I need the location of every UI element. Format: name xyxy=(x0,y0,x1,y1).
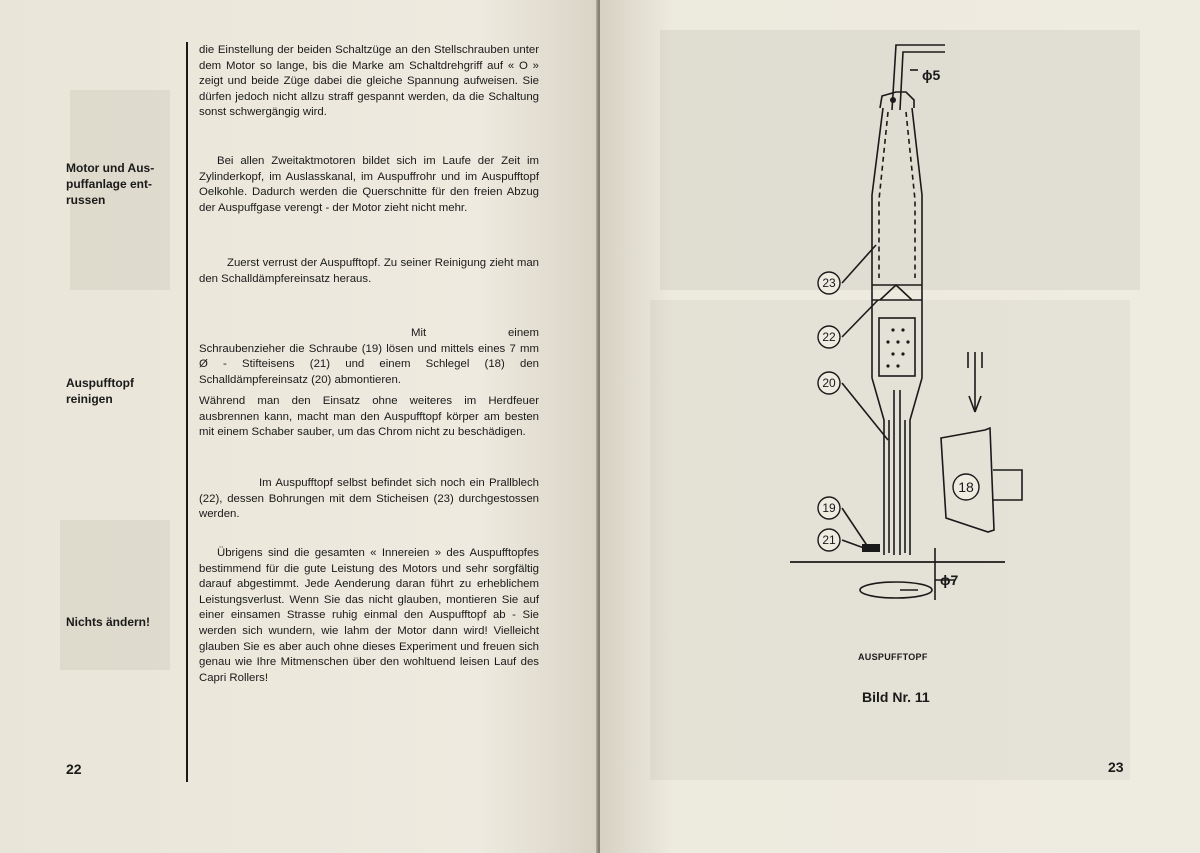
muffler-body-left xyxy=(872,108,883,280)
paragraph-einsatz-ausbrennen: Während man den Einsatz ohne weiteres im Herdfeuer ausbrennen kann, macht man den Auspufftopf körper am besten mit einem Schaber sauber, um das Chrom nicht zu beschädigen. xyxy=(199,395,539,439)
paragraph-zweitaktmotoren: Bei allen Zweitaktmotoren bildet sich im Laufe der Zeit im Zylinderkopf, im Auslasskanal, im Auspuffrohr und im Auspufftopf Oelkohle. Dadurch werden die Querschnitte für den freien Abzug der Auspuffgase verengt - der Motor zieht nicht mehr. xyxy=(199,155,539,214)
right-page xyxy=(600,0,1200,853)
callout-label: 22 xyxy=(822,330,836,344)
dimension-label-bottom: ϕ7 xyxy=(940,572,959,588)
paragraph-zuerst-verrust: Zuerst verrust der Auspufftopf. Zu seiner Reinigung zieht man den Schalldämpfereinsatz heraus. xyxy=(199,257,539,285)
margin-label-motor-entrussen: Motor und Aus- puffanlage ent- russen xyxy=(66,161,155,207)
page-number-left: 22 xyxy=(66,761,82,777)
paragraph-schraubenzieher: Mit einem Schraubenzieher die Schraube (19) lösen und mittels eines 7 mm Ø - Stifteisens (21) und einem Schlegel (18) den Schalldämpfereinsatz (20) abmontieren. xyxy=(199,327,539,386)
callout-label: 23 xyxy=(822,276,836,290)
margin-rule xyxy=(186,42,188,782)
paragraph-schaltzuege: die Einstellung der beiden Schaltzüge an den Stellschrauben unter dem Motor so lange, bis die Marke am Schaltdrehgriff auf « O » zeigt und beide Züge dabei die gleiche Spannung aufweisen. Sie dürfen jedoch nicht allzu straff gespannt werden, da die Schaltung sonst schwergängig wird. xyxy=(199,44,539,119)
callout-label: 21 xyxy=(822,533,836,547)
muffler-body-right xyxy=(912,108,922,280)
dimension-label-top: ϕ5 xyxy=(922,67,941,83)
left-page xyxy=(0,0,598,853)
rotation-ellipse xyxy=(860,582,932,598)
margin-label-auspufftopf-reinigen: Auspufftopf reinigen xyxy=(66,376,134,406)
figure-caption: AUSPUFFTOPF xyxy=(858,652,928,662)
margin-label-nichts-aendern: Nichts ändern! xyxy=(66,615,151,629)
page-number-right: 23 xyxy=(1108,759,1124,775)
baffle-insert xyxy=(879,318,915,376)
exhaust-diagram xyxy=(600,0,1200,853)
callout-label: 18 xyxy=(958,479,974,495)
callout-label: 19 xyxy=(822,501,836,515)
hammer-handle xyxy=(993,470,1022,500)
paragraph-prallblech: Im Auspufftopf selbst befindet sich noch ein Prallblech (22), dessen Bohrungen mit dem Sticheisen (23) durchgestossen werden. xyxy=(199,477,539,521)
callout-label: 20 xyxy=(822,376,836,390)
figure-title: Bild Nr. 11 xyxy=(862,689,930,705)
paragraph-innereien: Übrigens sind die gesamten « Innereien » des Auspufftopfes bestimmend für die gute Leistung des Motors und sehr sorgfältig darauf abgestimmt. Jede Aenderung daran führt zu erheblichem Leistungsverlust. Wenn Sie das nicht glauben, montieren Sie auf einer einsamen Strasse ruhig einmal den Auspufftopf ab - Sie werden sich wundern, wie lahm der Motor dann wird! Vielleicht glauben Sie es aber auch ohne dieses Experiment und freuen sich genau wie Ihre Mitmenschen über den wohltuend leisen Lauf des Capri Rollers! xyxy=(199,547,539,684)
bleed-through xyxy=(60,520,170,670)
